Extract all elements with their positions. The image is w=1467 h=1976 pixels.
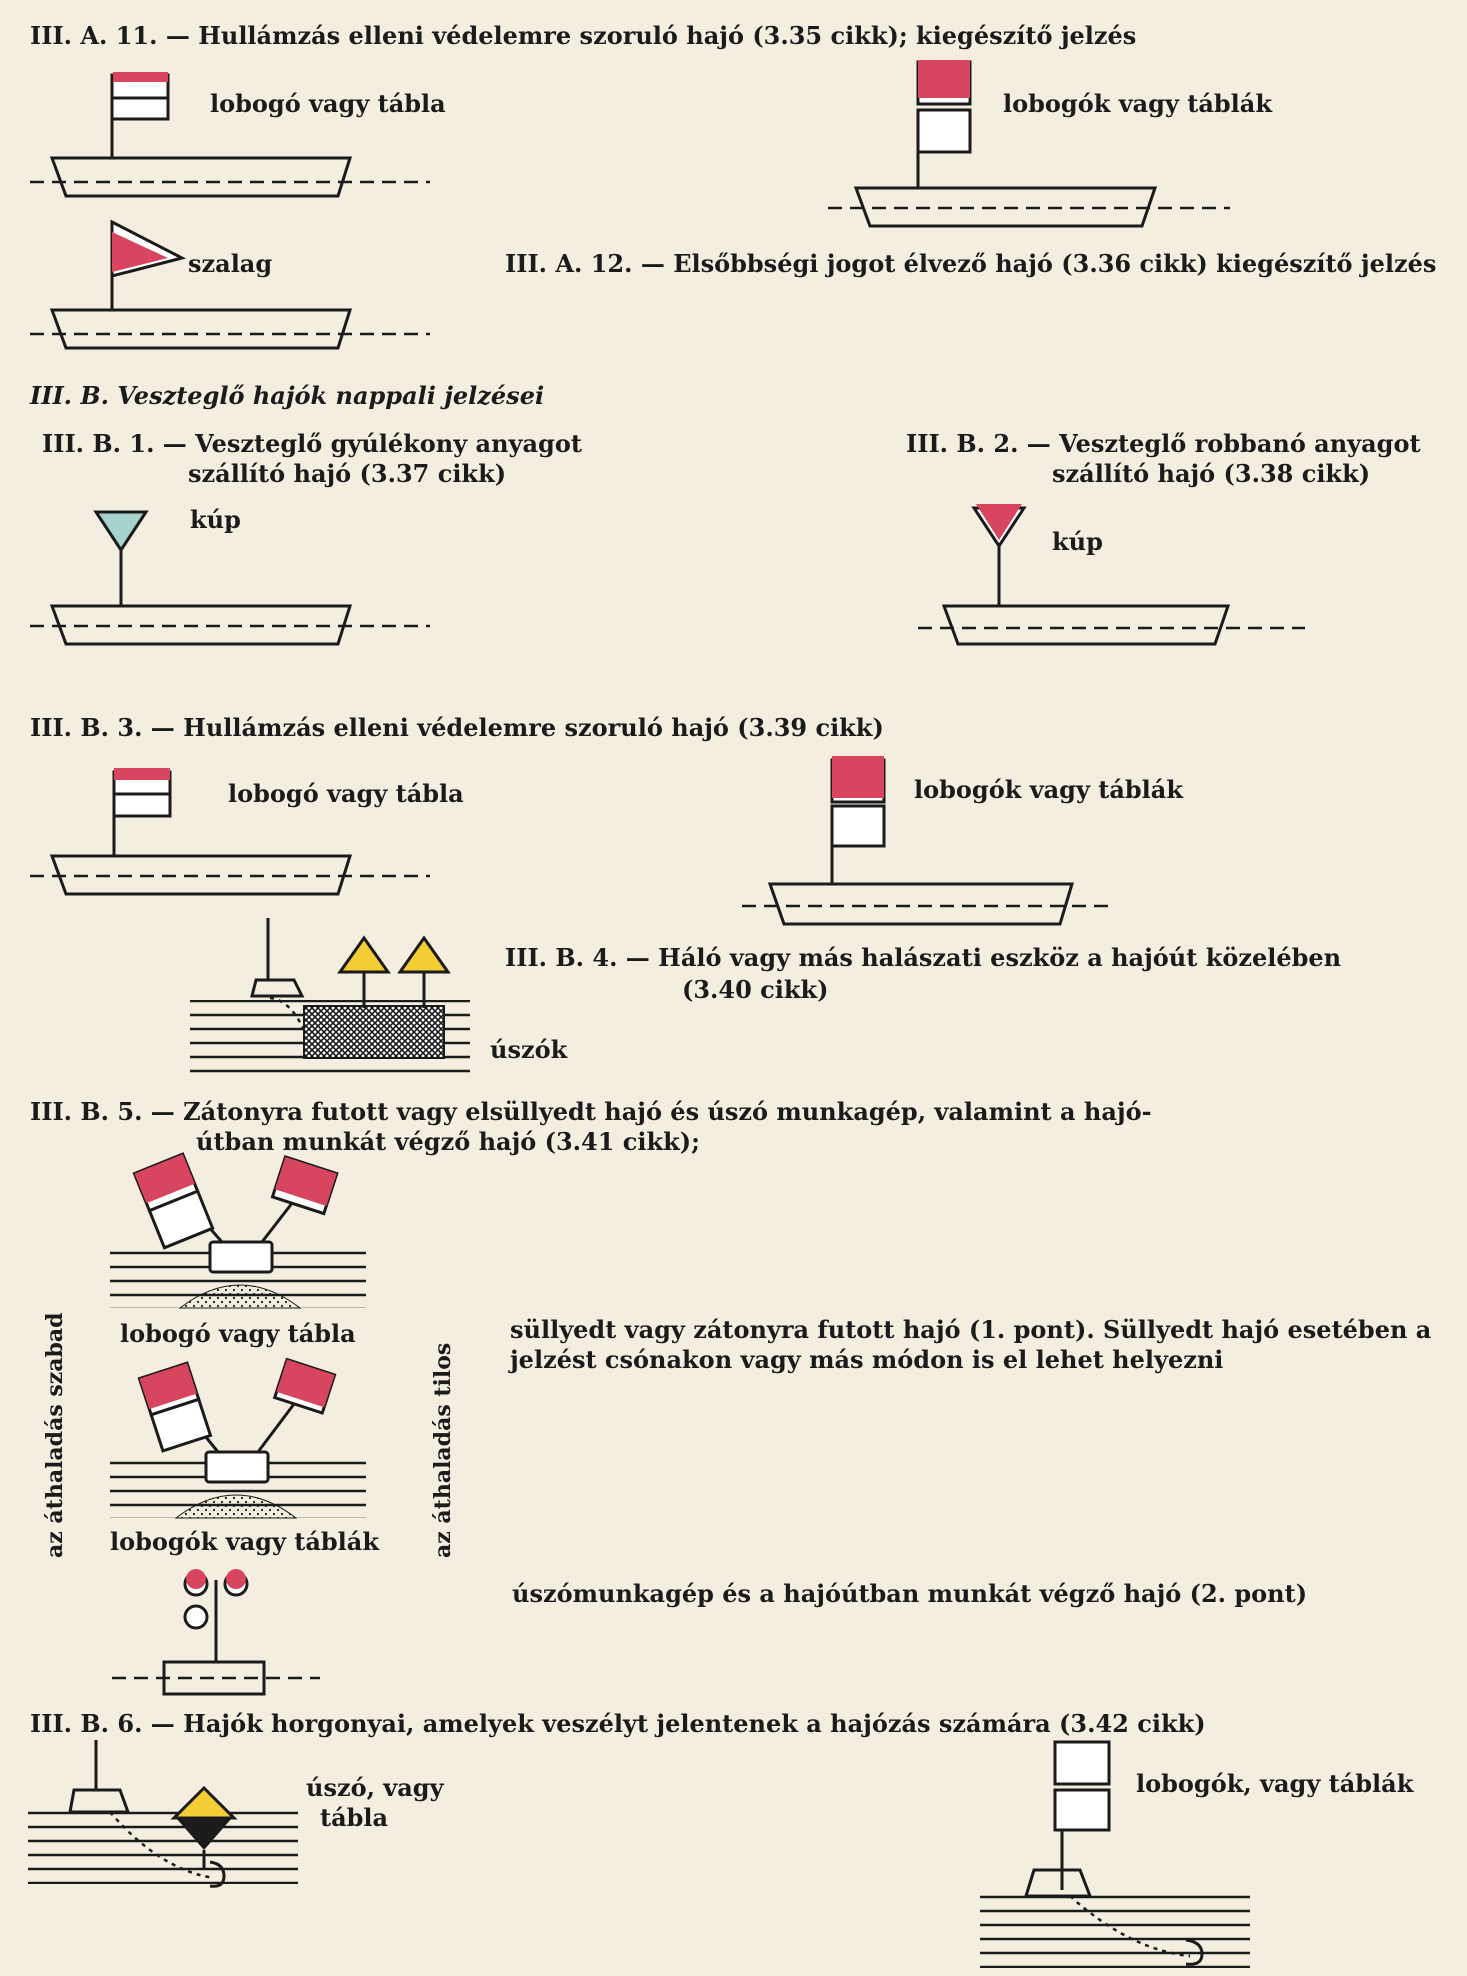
b5-wreck-one-side [110,1154,366,1308]
b5-side-free: az áthaladás szabad [42,1312,68,1558]
b5-wreck-both-sides [110,1360,366,1518]
b5-floating-plant [112,1569,320,1694]
a11-title: III. A. 11. — Hullámzás elleni védelemre szoruló hajó (3.35 cikk); kiegészítő jelzés [30,21,1137,50]
b1-cone-label: kúp [190,505,241,534]
b1-line2: szállító hajó (3.37 cikk) [188,459,507,488]
b6-buoy-line1: úszó, vagy [306,1773,444,1802]
b4-line1: III. B. 4. — Háló vagy más halászati eszköz a hajóút közelében [505,943,1342,972]
b3-flag-label: lobogó vagy tábla [228,779,464,808]
b4-line2: (3.40 cikk) [682,975,829,1004]
b5-line2: útban munkát végző hajó (3.41 cikk); [196,1127,700,1156]
b3-flags-label: lobogók vagy táblák [914,775,1183,804]
b6-buoy-line2: tábla [320,1803,389,1832]
b5-flags-label: lobogók vagy táblák [110,1527,379,1556]
b2-cone-label: kúp [1052,527,1103,556]
b5-flag-label: lobogó vagy tábla [120,1319,356,1348]
b2-line2: szállító hajó (3.38 cikk) [1052,459,1371,488]
a12-title: III. A. 12. — Elsőbbségi jogot élvező hajó (3.36 cikk) kiegészítő jelzés [505,249,1437,278]
b6-title: III. B. 6. — Hajók horgonyai, amelyek veszélyt jelentenek a hajózás számára (3.42 cikk) [30,1709,1206,1738]
a12-pennant-label: szalag [188,249,273,278]
b1-line1: III. B. 1. — Veszteglő gyúlékony anyagot [42,429,582,458]
b5-point1-line2: jelzést csónakon vagy más módon is el lehet helyezni [510,1345,1224,1374]
b5-line1: III. B. 5. — Zátonyra futott vagy elsüllyedt hajó és úszó munkagép, valamint a hajó- [30,1097,1152,1126]
b5-side-forbidden: az áthaladás tilos [430,1342,456,1558]
b6-anchor-buoy [28,1740,298,1886]
b3-title: III. B. 3. — Hullámzás elleni védelemre szoruló hajó (3.39 cikk) [30,713,884,742]
a11-flag-label: lobogó vagy tábla [210,89,446,118]
b2-line1: III. B. 2. — Veszteglő robbanó anyagot [906,429,1421,458]
b4-fishing-net [190,918,470,1082]
b5-point2: úszómunkagép és a hajóútban munkát végző hajó (2. pont) [512,1579,1308,1608]
b-heading: III. B. Veszteglő hajók nappali jelzései [30,381,545,410]
b4-floats-label: úszók [490,1035,568,1064]
b5-point1-line1: süllyedt vagy zátonyra futott hajó (1. pont). Süllyedt hajó esetében a [510,1315,1432,1344]
b2-ship-cone [918,504,1305,644]
a12-ship-pennant [30,222,430,348]
a11-flags-label: lobogók vagy táblák [1003,89,1272,118]
b6-flags-label: lobogók, vagy táblák [1136,1769,1414,1798]
a11-ship-two-flags [828,60,1230,226]
